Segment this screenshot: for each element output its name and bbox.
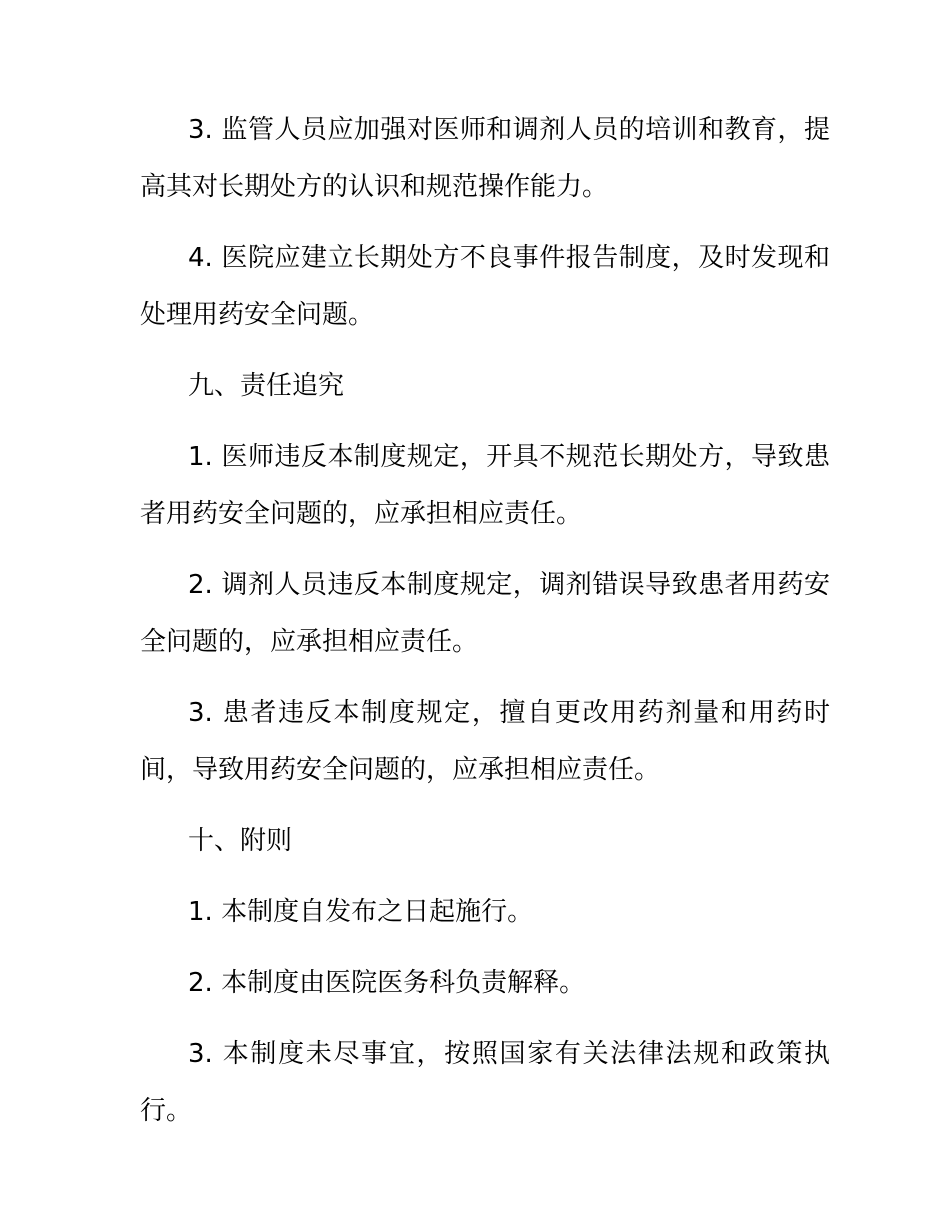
- document-page: [140, 102, 830, 1154]
- paragraph-patient-liability: 3. 患者违反本制度规定，擅自更改用药剂量和用药时间，导致用药安全问题的，应承担相应责任。: [140, 698, 830, 785]
- section-heading-accountability: 九、责任追究: [188, 371, 345, 401]
- section-heading-supplementary: 十、附则: [188, 826, 293, 856]
- paragraph-dispenser-liability: 2. 调剂人员违反本制度规定，调剂错误导致患者用药安全问题的，应承担相应责任。: [140, 570, 830, 657]
- paragraph-other-matters: 3. 本制度未尽事宜，按照国家有关法律法规和政策执行。: [140, 1039, 830, 1126]
- paragraph-interpretation: 2. 本制度由医院医务科负责解释。: [188, 968, 586, 998]
- paragraph-effective-date: 1. 本制度自发布之日起施行。: [188, 897, 534, 927]
- paragraph-supervision-training: 3. 监管人员应加强对医师和调剂人员的培训和教育，提高其对长期处方的认识和规范操作能力。: [140, 115, 830, 202]
- paragraph-physician-liability: 1. 医师违反本制度规定，开具不规范长期处方，导致患者用药安全问题的，应承担相应责任。: [140, 442, 830, 529]
- paragraph-adverse-event-reporting: 4. 医院应建立长期处方不良事件报告制度，及时发现和处理用药安全问题。: [140, 243, 830, 330]
